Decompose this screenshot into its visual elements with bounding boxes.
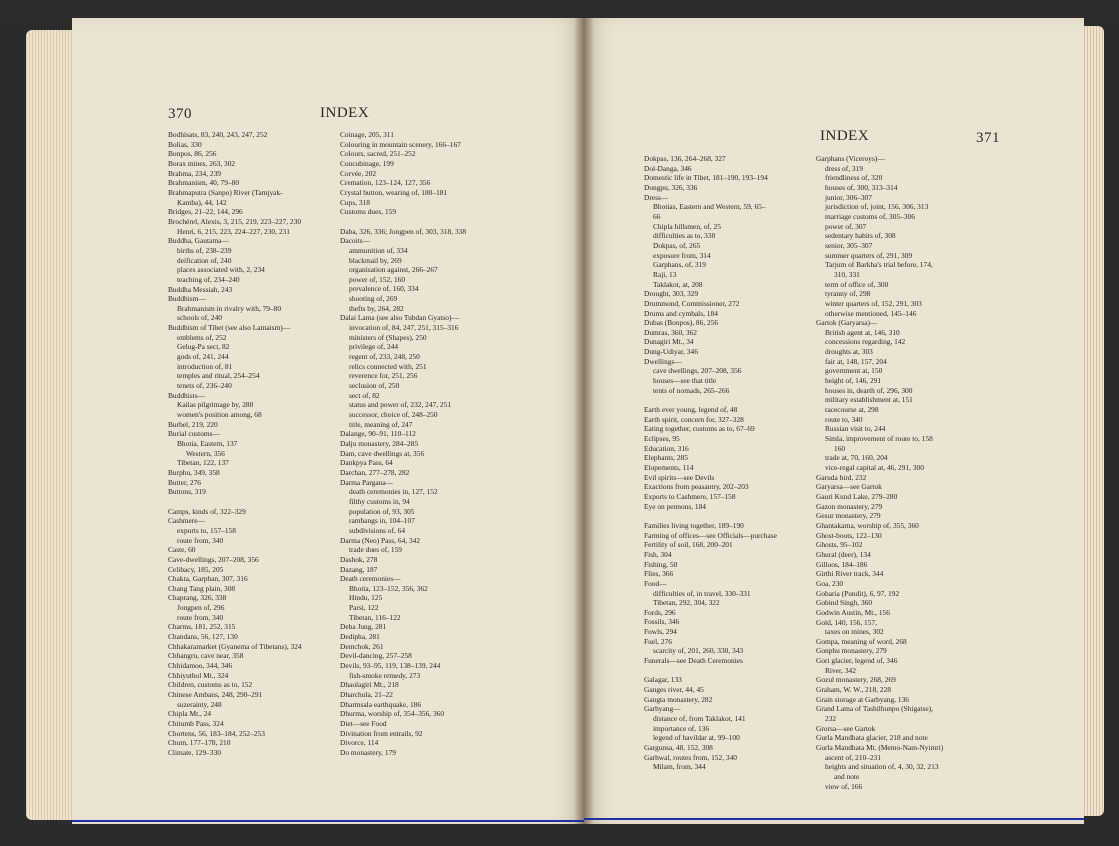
index-subentry: dress of, 319 — [825, 163, 863, 173]
index-entry: Earth spirit, concern for, 327–328 — [644, 414, 744, 424]
index-subentry: prevalence of, 160, 334 — [349, 284, 419, 294]
index-entry: Dalai Lama (see also Tubdan Gyatso)— — [340, 313, 459, 323]
index-subentry: term of office of, 300 — [825, 279, 889, 289]
index-subentry: emblems of, 252 — [177, 332, 227, 342]
index-entry: Buddhists— — [168, 390, 205, 400]
index-subentry: racecourse at, 298 — [825, 405, 879, 415]
index-subentry: summer quarters of, 291, 309 — [825, 250, 913, 260]
index-subentry: heights and situation of, 4, 30, 32, 213 — [825, 762, 939, 772]
index-entry: Eye on pennons, 184 — [644, 501, 706, 511]
index-entry: Dashok, 278 — [340, 554, 378, 564]
index-subentry: and note — [834, 772, 860, 781]
index-entry: Eating together, customs as to, 67–69 — [644, 424, 755, 434]
left-page-edges — [26, 30, 76, 820]
index-subentry: distance of, from Taklakot, 141 — [653, 714, 746, 724]
index-subentry: population of, 93, 305 — [349, 506, 415, 516]
entry-gap — [644, 395, 777, 405]
index-entry: Gozul monastery, 268, 269 — [816, 675, 896, 685]
index-entry: Ghantakarna, worship of, 355, 360 — [816, 520, 919, 530]
index-entry: Grorsa—see Gartok — [816, 723, 876, 733]
index-entry: Darma (Neo) Pass, 64, 342 — [340, 535, 421, 545]
book-spine — [574, 18, 594, 824]
index-subentry: route to, 340 — [825, 414, 863, 424]
index-entry: Girthi River track, 344 — [816, 569, 884, 579]
index-entry: Dol-Danga, 346 — [644, 163, 692, 173]
index-subentry: British agent at, 146, 310 — [825, 327, 900, 337]
left-running-head: INDEX — [320, 105, 370, 121]
entry-gap — [644, 666, 777, 676]
index-entry: Chhakaramarket (Gyanema of Tibetans), 324 — [168, 641, 302, 651]
index-entry: Bolias, 330 — [168, 139, 202, 149]
index-entry: Chakta, Garphan, 307, 316 — [168, 574, 248, 584]
index-subentry: Kamba), 44, 142 — [177, 197, 227, 207]
index-entry: Gesur monastery, 279 — [816, 511, 881, 521]
index-subentry: Chipla hillsmen, of, 25 — [653, 221, 721, 231]
index-entry: Buddha Messiah, 243 — [168, 284, 233, 294]
index-entry: Buddha, Gautama— — [168, 236, 229, 246]
index-entry: Flies, 366 — [644, 569, 674, 579]
index-subentry: successor, choice of, 248–250 — [349, 410, 438, 420]
entry-gap — [644, 511, 777, 521]
index-entry: Gargunsa, 48, 152, 308 — [644, 742, 713, 752]
index-entry: Camps, kinds of, 322–329 — [168, 506, 246, 516]
index-subentry: 160 — [834, 443, 846, 453]
index-entry: Chitumb Pass, 324 — [168, 719, 224, 729]
index-subentry: Garphans, of, 319 — [653, 260, 706, 270]
index-subentry: Milam, from, 344 — [653, 762, 706, 772]
index-subentry: places associated with, 2, 234 — [177, 265, 265, 275]
index-subentry: Bhotias, Eastern and Western, 59, 65– — [653, 202, 766, 212]
index-entry: Dalju monastery, 284–285 — [340, 438, 419, 448]
index-subentry: gods of, 241, 244 — [177, 352, 229, 362]
index-subentry: fair at, 148, 157, 204 — [825, 356, 887, 366]
index-subentry: scarcity of, 201, 260, 330, 343 — [653, 646, 744, 656]
index-entry: Elephants, 285 — [644, 453, 688, 463]
index-subentry: schools of, 240 — [177, 313, 222, 323]
index-entry: Buddhism of Tibet (see also Lamaism)— — [168, 323, 291, 333]
index-subentry: marriage customs of, 305–306 — [825, 211, 915, 221]
index-entry: Colouring in mountain scenery, 166–167 — [340, 139, 461, 149]
index-subentry: Raji, 13 — [653, 269, 677, 279]
index-subentry: introduction of, 81 — [177, 361, 233, 371]
index-entry: Food— — [644, 578, 667, 588]
index-entry: Gonphu monastery, 279 — [816, 646, 887, 656]
index-entry: Chhiyuthol Mt., 324 — [168, 670, 229, 680]
index-entry: Fowls, 294 — [644, 627, 677, 637]
index-subentry: Taklakot, at, 208 — [653, 279, 703, 289]
index-subentry: power of, 152, 160 — [349, 274, 406, 284]
index-entry: Ghural (deer), 134 — [816, 549, 871, 559]
index-entry: Farming of offices—see Officials—purchase — [644, 530, 777, 540]
index-subentry: teaching of, 234–240 — [177, 274, 240, 284]
index-subentry: temples and ritual, 254–254 — [177, 371, 260, 381]
index-subentry: privilege of, 244 — [349, 342, 399, 352]
index-subentry: sedentary habits of, 308 — [825, 231, 896, 241]
index-subentry: tyranny of, 298 — [825, 289, 871, 299]
index-entry: Grain storage at Garbyang, 136 — [816, 694, 909, 704]
index-subentry: houses in, dearth of, 296, 300 — [825, 385, 913, 395]
index-subentry: trade dues of, 159 — [349, 545, 402, 555]
index-subentry: view of, 166 — [825, 781, 863, 791]
index-entry: Darma Pargana— — [340, 477, 394, 487]
index-entry: Fuel, 276 — [644, 636, 672, 646]
index-subentry: tenets of, 236–240 — [177, 381, 232, 391]
index-subentry: shooting of, 269 — [349, 294, 398, 304]
index-entry: Galagar, 133 — [644, 675, 682, 685]
index-entry: Fertility of soil, 168, 200–201 — [644, 540, 733, 550]
index-subentry: Parsi, 122 — [349, 603, 379, 613]
index-subentry: Tibetan, 122, 137 — [177, 458, 229, 468]
index-entry: Gangta monastery, 282 — [644, 694, 713, 704]
index-entry: Chortens, 56, 183–184, 252–253 — [168, 728, 265, 738]
index-entry: Bonpos, 86, 256 — [168, 149, 217, 159]
index-subentry: relics connected with, 251 — [349, 361, 427, 371]
index-subentry: Gelug-Pa sect, 82 — [177, 342, 230, 352]
index-subentry: rambangs in, 104–107 — [349, 516, 415, 526]
index-entry: Gompa, meaning of word, 268 — [816, 636, 907, 646]
index-entry: Godwin Austin, Mt., 156 — [816, 607, 890, 617]
index-subentry: seclusion of, 250 — [349, 381, 400, 391]
index-entry: Dedipha, 281 — [340, 632, 380, 642]
index-subentry: importance of, 136 — [653, 723, 710, 733]
index-entry: Bodhisats, 83, 240, 243, 247, 252 — [168, 130, 268, 139]
index-entry: Ghosts, 95–102 — [816, 540, 863, 550]
index-entry: Ganges river, 44, 45 — [644, 685, 704, 695]
index-subentry: exposure from, 314 — [653, 250, 711, 260]
index-entry: Cave-dwellings, 207–208, 356 — [168, 554, 259, 564]
left-page — [72, 18, 584, 824]
index-entry: Charms, 181, 252, 315 — [168, 622, 236, 632]
index-subentry: senior, 305–307 — [825, 240, 873, 250]
index-subentry: vice-regal capital at, 46, 291, 300 — [825, 463, 924, 472]
index-subentry: jurisdiction of, joint, 156, 306, 313 — [825, 202, 929, 212]
index-subentry: concessions regarding, 142 — [825, 337, 906, 347]
index-entry: Children, customs as to, 152 — [168, 680, 253, 690]
index-subentry: Simla, improvement of route to, 158 — [825, 434, 933, 444]
index-entry: Chandans, 56, 127, 130 — [168, 632, 238, 642]
index-entry: Dhurma, worship of, 354–356, 360 — [340, 709, 445, 719]
index-subentry: route from, 340 — [177, 612, 224, 622]
index-entry: Fossils, 346 — [644, 617, 680, 627]
index-subentry: reverence for, 251, 256 — [349, 371, 418, 381]
index-entry: Customs dues, 159 — [340, 207, 397, 217]
index-subentry: title, meaning of, 247 — [349, 419, 413, 429]
index-entry: Burial customs— — [168, 429, 220, 439]
index-entry: Garuda bird, 232 — [816, 472, 867, 482]
index-entry: Corvée, 202 — [340, 168, 377, 178]
index-entry: Gilloos, 184–186 — [816, 559, 868, 569]
index-subentry: Kailas pilgrimage by, 280 — [177, 400, 254, 410]
index-entry: Burphu, 349, 358 — [168, 467, 220, 477]
index-subentry: births of, 238–239 — [177, 245, 232, 255]
index-subentry: houses of, 300, 313–314 — [825, 182, 898, 192]
index-subentry: 66 — [653, 211, 661, 221]
index-subentry: Western, 356 — [186, 448, 225, 458]
index-entry: Dhaolagiri Mt., 218 — [340, 680, 399, 690]
index-entry: Drought, 303, 329 — [644, 289, 699, 299]
index-entry: Dankpya Pass, 64 — [340, 458, 393, 468]
index-entry: Colours, sacred, 251–252 — [340, 149, 416, 159]
index-subentry: ascent of, 210–231 — [825, 752, 882, 762]
index-entry: Diet—see Food — [340, 719, 387, 729]
index-subentry: women's position among, 68 — [177, 410, 262, 420]
index-entry: Ghost-boots, 122–130 — [816, 530, 882, 540]
index-entry: Gori glacier, legend of, 346 — [816, 656, 898, 666]
index-entry: Dubas (Bonpos), 86, 256 — [644, 318, 719, 328]
right-page-edges — [1082, 26, 1104, 816]
index-subentry: filthy customs in, 94 — [349, 496, 410, 506]
index-entry: Cremation, 123–124, 127, 356 — [340, 178, 431, 188]
index-subentry: cave dwellings, 207–208, 356 — [653, 366, 742, 376]
index-entry: Gobaria (Pundit), 6, 97, 192 — [816, 588, 900, 598]
index-entry: Drums and cymbals, 184 — [644, 308, 718, 318]
index-entry: Brahmaputra (Sanpo) River (Tamjyak- — [168, 187, 283, 197]
index-entry: Dress— — [644, 192, 669, 202]
right-page-column-2 — [816, 154, 943, 791]
index-subentry: friendliness of, 320 — [825, 173, 883, 183]
index-entry: Dharmsala earthquake, 186 — [340, 699, 422, 709]
index-subentry: route from, 340 — [177, 535, 224, 545]
index-subentry: invocation of, 84, 247, 251, 315–316 — [349, 323, 459, 333]
index-entry: Gurla Mandhata Mt. (Memo-Nam-Nyimri) — [816, 743, 944, 753]
index-entry: Bridges, 21–22, 144, 296 — [168, 207, 243, 217]
background-cloth — [0, 0, 1119, 18]
index-entry: Chaprang, 326, 338 — [168, 593, 227, 603]
left-page-column-2 — [340, 130, 466, 758]
index-subentry: sect of, 82 — [349, 390, 380, 400]
index-entry: Garbyang— — [644, 704, 681, 714]
right-page-column-1 — [644, 154, 777, 772]
index-subentry: government at, 150 — [825, 366, 883, 376]
index-entry: Chang Tang plain, 308 — [168, 583, 236, 593]
index-entry: Coinage, 205, 311 — [340, 130, 394, 139]
index-entry: Chum, 177–178, 210 — [168, 738, 231, 748]
index-entry: Climate, 129–330 — [168, 747, 221, 757]
index-subentry: regent of, 233, 248, 250 — [349, 352, 420, 362]
index-subentry: otherwise mentioned, 145–146 — [825, 308, 917, 318]
index-entry: Borax mines, 263, 302 — [168, 158, 236, 168]
index-entry: Demchok, 261 — [340, 641, 384, 651]
index-subentry: tents of nomads, 265–266 — [653, 385, 730, 395]
index-subentry: ministers of (Shapes), 250 — [349, 332, 427, 342]
right-cover-edge — [584, 818, 1084, 820]
index-entry: Darchan, 277–278, 282 — [340, 467, 410, 477]
left-page-column-1 — [168, 130, 302, 758]
index-entry: Devil-dancing, 257–258 — [340, 651, 412, 661]
index-entry: Do monastery, 179 — [340, 747, 396, 757]
index-entry: Crystal button, wearing of, 180–181 — [340, 187, 448, 197]
index-entry: Garphans (Viceroys)— — [816, 154, 885, 163]
index-subentry: 232 — [825, 714, 837, 724]
index-entry: Buttons, 319 — [168, 487, 206, 497]
index-entry: Dwellings— — [644, 356, 682, 366]
index-entry: Gartok (Garyarsa)— — [816, 318, 878, 328]
index-subentry: Tarjum of Barkha's trial before, 174, — [825, 260, 933, 270]
index-entry: Eclipses, 95 — [644, 434, 680, 444]
index-subentry: Tibetan, 292, 304, 322 — [653, 598, 720, 608]
index-entry: Dumras, 360, 362 — [644, 327, 697, 337]
index-subentry: Bhotia, 123–152, 356, 362 — [349, 583, 428, 593]
index-subentry: organisation against, 266–267 — [349, 265, 438, 275]
index-entry: Gazon monastery, 279 — [816, 501, 883, 511]
index-subentry: River, 342 — [825, 665, 856, 675]
index-subentry: Bhotia, Eastern, 137 — [177, 439, 238, 448]
index-entry: Cashmere— — [168, 516, 205, 526]
index-subentry: subdivisions of, 64 — [349, 525, 406, 535]
index-subentry: power of, 307 — [825, 221, 867, 231]
index-subentry: death ceremonies in, 127, 152 — [349, 487, 438, 497]
index-subentry: thefts by, 264, 282 — [349, 303, 404, 313]
left-page-number: 370 — [168, 106, 192, 122]
index-entry: Caste, 60 — [168, 545, 196, 555]
index-entry: Earth ever young, legend of, 48 — [644, 405, 738, 415]
index-subentry: houses—see that title — [653, 376, 717, 386]
index-entry: Buddhism— — [168, 294, 206, 304]
index-subentry: taxes on mines, 302 — [825, 627, 884, 637]
index-entry: Devils, 93–95, 119, 138–139, 244 — [340, 661, 441, 671]
index-subentry: difficulties of, in travel, 330–331 — [653, 588, 751, 598]
index-entry: Concubinage, 199 — [340, 158, 394, 168]
index-subentry: fish-smoke remedy, 273 — [349, 670, 421, 680]
index-subentry: military establishment at, 151 — [825, 395, 913, 405]
index-entry: Dunagiri Mt., 34 — [644, 337, 694, 347]
entry-gap — [168, 497, 302, 507]
index-entry: Butter, 276 — [168, 477, 201, 487]
index-entry: Elopements, 114 — [644, 462, 694, 472]
index-entry: Chhidamoo, 344, 346 — [168, 661, 233, 671]
index-subentry: difficulties as to, 330 — [653, 231, 716, 241]
index-entry: Exactions from peasantry, 202–203 — [644, 482, 749, 492]
index-entry: Celibacy, 185, 205 — [168, 564, 224, 574]
index-entry: Divorce, 114 — [340, 738, 379, 748]
index-entry: Domestic life in Tibet, 181–190, 193–194 — [644, 173, 768, 183]
index-subentry: status and power of, 232, 247, 251 — [349, 400, 452, 410]
index-entry: Education, 316 — [644, 443, 689, 453]
index-subentry: height of, 146, 291 — [825, 376, 882, 386]
index-subentry: exports to, 157–158 — [177, 525, 236, 535]
index-entry: Garyarsa—see Gartok — [816, 482, 882, 492]
index-entry: Dongpu, 326, 336 — [644, 182, 698, 192]
index-entry: Gobind Singh, 360 — [816, 598, 873, 608]
index-subentry: 310, 331 — [834, 269, 860, 279]
index-entry: Brahmanism, 40, 79–80 — [168, 178, 240, 188]
index-subentry: trade at, 70, 160, 204 — [825, 453, 888, 463]
index-entry: Fishing, 50 — [644, 559, 678, 569]
index-entry: Chinese Ambans, 248, 290–291 — [168, 690, 263, 700]
index-entry: Brahma, 234, 239 — [168, 168, 221, 178]
index-subentry: droughts at, 303 — [825, 347, 873, 357]
index-entry: Gurla Mandhata glacier, 218 and note — [816, 733, 928, 743]
index-entry: Deba Jung, 281 — [340, 622, 387, 632]
index-entry: Graham, W. W., 218, 228 — [816, 685, 891, 695]
index-entry: Drummond, Commissioner, 272 — [644, 298, 740, 308]
index-entry: Families living together, 189–190 — [644, 520, 744, 530]
index-entry: Dam, cave dwellings at, 356 — [340, 448, 425, 458]
index-entry: Evil spirits—see Devils — [644, 472, 715, 482]
index-subentry: ammunition of, 334 — [349, 245, 408, 255]
index-entry: Burbel, 219, 220 — [168, 419, 218, 429]
index-entry: Chipla Mt., 24 — [168, 709, 212, 719]
index-subentry: Henri, 6, 215, 223, 224–227, 230, 231 — [177, 226, 290, 236]
index-entry: Divination from entrails, 92 — [340, 728, 423, 738]
index-subentry: suzerainty, 248 — [177, 699, 222, 709]
index-entry: Dung-Udiyar, 346 — [644, 347, 698, 357]
index-entry: Exports to Cashmere, 157–158 — [644, 491, 736, 501]
entry-gap — [340, 217, 466, 227]
index-entry: Gold, 140, 156, 157, — [816, 617, 877, 627]
right-page — [584, 18, 1084, 824]
index-entry: Fish, 304 — [644, 549, 672, 559]
index-entry: Chhangru, cave near, 358 — [168, 651, 244, 661]
index-entry: Dharchula, 21–22 — [340, 690, 393, 700]
index-entry: Cups, 318 — [340, 197, 370, 207]
index-subentry: winter quarters of, 152, 291, 303 — [825, 298, 922, 308]
left-cover-edge — [72, 820, 584, 822]
index-subentry: Jongpen of, 296 — [177, 603, 225, 613]
index-entry: Funerals—see Death Ceremonies — [644, 656, 743, 666]
index-subentry: deification of, 240 — [177, 255, 232, 265]
index-entry: Gauri Kund Lake, 279–280 — [816, 491, 898, 501]
index-subentry: Brahmanism in rivalry with, 79–80 — [177, 303, 282, 313]
index-entry: Goa, 230 — [816, 578, 844, 588]
right-page-number: 371 — [976, 130, 1000, 146]
index-subentry: blackmail by, 269 — [349, 255, 402, 265]
index-entry: Garhwal, routes from, 152, 340 — [644, 752, 737, 762]
index-subentry: Dokpas, of, 265 — [653, 240, 701, 250]
index-entry: Daba, 326, 336; Jongpen of, 303, 318, 338 — [340, 226, 467, 236]
index-entry: Death ceremonies— — [340, 574, 401, 584]
index-subentry: junior, 306–307 — [825, 192, 872, 202]
right-running-head: INDEX — [820, 128, 870, 144]
index-entry: Dokpas, 136, 264–268, 327 — [644, 154, 726, 163]
index-subentry: legend of havildar at, 99–100 — [653, 733, 740, 743]
index-entry: Fords, 296 — [644, 607, 676, 617]
index-entry: Dazang, 187 — [340, 564, 378, 574]
index-subentry: Tibetan, 116–122 — [349, 612, 401, 622]
index-entry: Grand Lama of Tashilhunpo (Shigatse), — [816, 704, 933, 714]
index-entry: Brochérel, Alexis, 3, 215, 219, 223–227, 230 — [168, 216, 302, 226]
index-entry: Dalange, 90–91, 110–112 — [340, 429, 416, 439]
index-subentry: Russian visit to, 244 — [825, 424, 886, 434]
index-entry: Dacoits— — [340, 236, 370, 246]
index-subentry: Hindu, 125 — [349, 593, 383, 603]
